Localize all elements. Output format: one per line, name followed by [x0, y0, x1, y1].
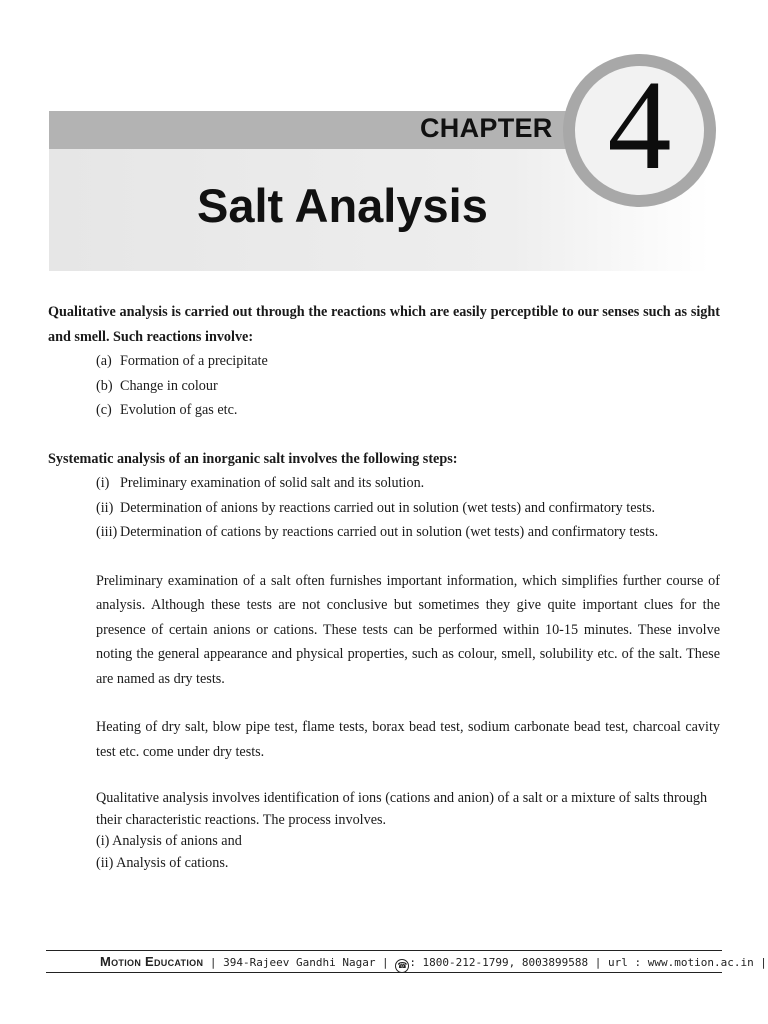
footer-address: | 394-Rajeev Gandhi Nagar |: [203, 956, 396, 969]
list-item-text: Formation of a precipitate: [120, 353, 268, 369]
dry-tests-paragraph: Heating of dry salt, blow pipe test, flame tests, borax bead test, sodium carbonate bead test, charcoal cavity test etc. come under dry tests.: [96, 719, 720, 760]
list-item: [96, 520, 720, 545]
qualitative-paragraph: Qualitative analysis involves identification of ions (cations and anion) of a salt or a mixture of salts through their characteristic reactions. The process involves.: [96, 790, 708, 828]
list-marker: (i): [96, 475, 110, 491]
footer-rule-top: [46, 950, 722, 951]
list-item-text: Determination of anions by reactions carried out in solution (wet tests) and confirmatory tests.: [120, 499, 656, 516]
qualitative-item: (ii) Analysis of cations.: [96, 854, 229, 871]
list-item: [96, 471, 720, 496]
list-marker: (b): [96, 377, 113, 394]
list-item-text: Change in colour: [120, 377, 218, 394]
list-item-text: Preliminary examination of solid salt and its solution.: [120, 475, 425, 491]
footer-contact: : 1800-212-1799, 8003899588 | url : www.motion.ac.in |: [409, 956, 767, 969]
steps-list: [48, 471, 720, 545]
list-item: [96, 374, 720, 399]
document-body: [48, 300, 720, 874]
list-marker: (iii): [96, 524, 118, 540]
phone-icon: ☎: [395, 959, 409, 973]
list-item: [96, 398, 720, 423]
list-marker: (a): [96, 353, 112, 369]
qualitative-section: [96, 788, 720, 874]
page-title: Salt Analysis: [197, 179, 488, 232]
page-footer: [100, 954, 767, 970]
footer-brand: Motion Education: [100, 954, 204, 969]
steps-lead: Systematic analysis of an inorganic salt involves the following steps:: [48, 450, 458, 467]
list-item-text: Evolution of gas etc.: [120, 402, 238, 418]
chapter-number: 4: [607, 54, 672, 196]
list-marker: (ii): [96, 499, 114, 516]
preliminary-paragraph: Preliminary examination of a salt often furnishes important information, which simplifies further course of analysis. Although these tests are not conclusive but sometimes they give quite important clues for the presence of certain anions or cations. These tests can be performed within 10-15 minutes. These involve noting the general appearance and physical properties, such as colour, smell, solubility etc. of the salt. These are named as dry tests.: [96, 572, 720, 687]
intro-list: [48, 349, 720, 423]
list-item-text: Determination of cations by reactions carried out in solution (wet tests) and confirmatory tests.: [120, 524, 659, 540]
qualitative-item: (i) Analysis of anions and: [96, 833, 242, 849]
intro-lead: Qualitative analysis is carried out through the reactions which are easily perceptible to our senses such as sight and smell. Such reactions involve:: [48, 304, 720, 345]
list-item: [96, 496, 720, 521]
chapter-label: CHAPTER: [420, 113, 553, 143]
list-marker: (c): [96, 402, 112, 418]
list-item: [96, 349, 720, 374]
footer-rule-bottom: [46, 972, 722, 973]
